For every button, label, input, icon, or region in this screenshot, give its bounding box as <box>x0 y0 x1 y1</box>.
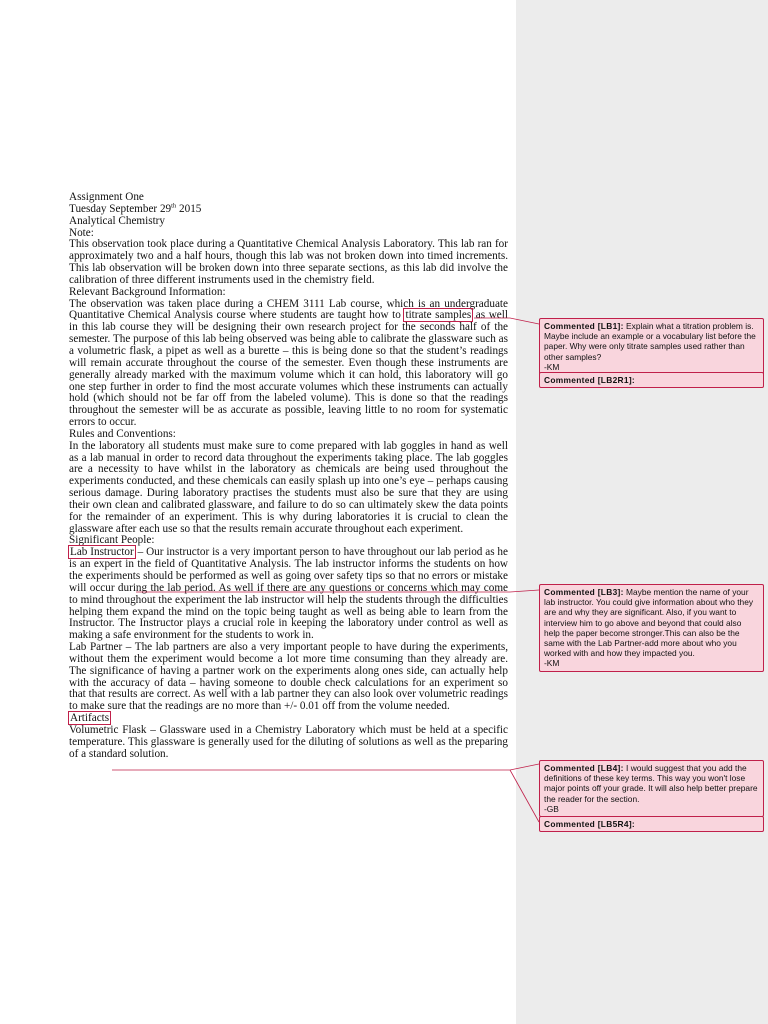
assignment-title: Assignment One <box>69 191 144 203</box>
people-heading: Significant People: <box>69 534 155 547</box>
comment-lb1[interactable]: Commented [LB1]: Explain what a titration problem is. Maybe include an example or a vocabulary list before the paper. Why were only titrate samples used rather than other samples? -KM <box>539 318 764 375</box>
document-body <box>69 192 508 761</box>
background-heading: Relevant Background Information: <box>69 285 226 298</box>
highlight-titrate-samples[interactable]: titrate samples <box>405 309 472 322</box>
course-name: Analytical Chemistry <box>69 214 166 227</box>
partner-paragraph: Lab Partner – The lab partners are also a very important people to have during the experiments, without them the experiment would become a lot more time consuming than they already are. The significance of having a partner work on the experiments along ones side, can actually help with the accuracy of data – having someone to double check calculations for an experiment so that that results are correct. As well with a lab partner they can also look over volumetric readings to make sure that the readings are no more than +/- 0.01 off from the volume needed. <box>69 641 508 713</box>
highlight-artifacts[interactable]: Artifacts <box>70 712 110 725</box>
background-paragraph: The observation was taken place during a CHEM 3111 Lab course, which is an undergraduate Quantitative Chemical Analysis course where students are taught how to titrate samples as well in this lab course they will be designing their own research project for the seconds half of the semester. The purpose of this lab being observed was being able to calibrate the glassware such as a volumetric flask, a pipet as well as a burette – this is being done so that the student’s readings will remain accurate throughout the course of the semester. Even though these instruments are generally already marked with the maximum volume which it can hold, this laboratory will go one step further in order to find the most accurate volumes which these instruments can actually hold (which should not be far off from the labeled volume). This is done so that the readings throughout the semester will be as accurate as possible, leaving little to no room for systematic errors to occur. <box>69 297 508 429</box>
highlight-lab-instructor[interactable]: Lab Instructor <box>70 546 134 559</box>
comment-lb5r4[interactable]: Commented [LB5R4]: <box>539 816 764 832</box>
assignment-date: Tuesday September 29th 2015 <box>69 202 202 215</box>
comment-pane <box>516 0 768 1024</box>
comment-lb4[interactable]: Commented [LB4]: I would suggest that you add the definitions of these key terms. This way you won't lose major points off your grade. It will also help better prepare the reader for the section. -GB <box>539 760 764 817</box>
comment-lb2r1[interactable]: Commented [LB2R1]: <box>539 372 764 388</box>
rules-heading: Rules and Conventions: <box>69 427 176 440</box>
flask-paragraph: Volumetric Flask – Glassware used in a Chemistry Laboratory which must be held at a specific temperature. This glassware is generally used for the diluting of solutions as well as the preparing of a standard solution. <box>69 723 508 760</box>
rules-paragraph: In the laboratory all students must make sure to come prepared with lab goggles in hand as well as a lab manual in order to record data throughout the experiments taking place. The lab goggles are a necessity to have whilst in the laboratory as chemicals are being used throughout the experiments conducted, and these chemicals can easily splash up into one’s eye – perhaps causing serious damage. During laboratory practises the students must also be sure that they are using their own clean and calibrated glassware, and failure to do so can ultimately skew the data points for the remainder of an experiment. This is why during laboratories it is crucial to clean the glassware after each use so that the results remain accurate throughout each experiment. <box>69 439 508 535</box>
comment-lb3[interactable]: Commented [LB3]: Maybe mention the name of your lab instructor. You could give information about who they are and why they are significant. Also, if you want to interview him to go above and beyond that could also help the paper become stronger.This can also be the same with the Lab Partner-add more about who you worked with and how they impacted you. -KM <box>539 584 764 672</box>
note-heading: Note: <box>69 226 94 239</box>
note-paragraph: This observation took place during a Quantitative Chemical Analysis Laboratory. This lab ran for approximately two and a half hours, though this lab was not broken down into timed increments. This lab observation will be broken down into three separate sections, as this lab did involve the calibration of three different instruments used in the chemistry field. <box>69 238 508 286</box>
instructor-paragraph: Lab Instructor – Our instructor is a very important person to have throughout our lab period as he is an expert in the field of Quantitative Analysis. The lab instructor informs the students on how the experiments should be performed as well as going over safety tips so that no errors or mistake will occur during the lab period. As well if there are any questions or concerns which may come to mind throughout the experiment the lab instructor will help the students through the difficulties helping them expand the mind on the topic being taught as well as being able to learn from the Instructor. The Instructor plays a crucial role in keeping the laboratory under control as well as making a safe environment for the students to work in. <box>69 546 508 642</box>
connector-lb4 <box>112 764 539 770</box>
